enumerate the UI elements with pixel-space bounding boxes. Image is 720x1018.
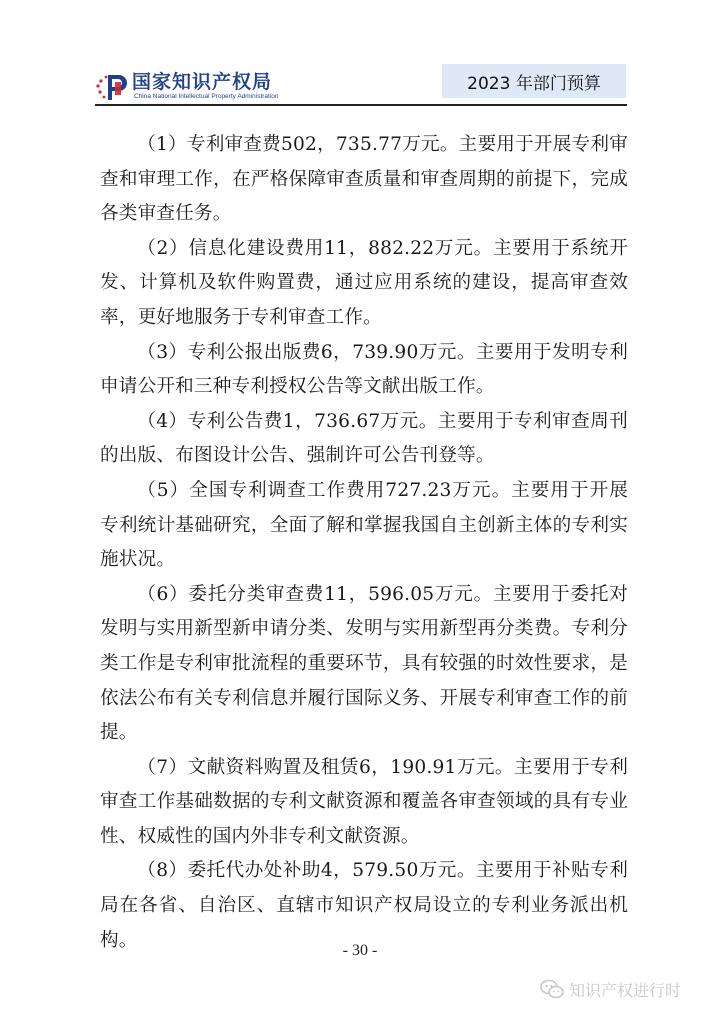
org-name-en: China National Intellectual Property Administration xyxy=(134,93,279,100)
paragraph: （3）专利公报出版费6，739.90万元。主要用于发明专利申请公开和三种专利授权公告等文献出版工作。 xyxy=(100,341,628,398)
paragraph: （6）委托分类审查费11，596.05万元。主要用于委托对发明与实用新型新申请分类、发明与实用新型再分类费。专利分类工作是专利审批流程的重要环节，具有较强的时效性要求，是依法公布有关专利信息并履行国际义务、开展专利审查工作的前提。 xyxy=(100,583,628,744)
paragraph: （4）专利公告费1，736.67万元。主要用于专利审查周刊的出版、布图设计公告、强制许可公告刊登等。 xyxy=(100,410,628,467)
paragraph: （5）全国专利调查工作费用727.23万元。主要用于开展专利统计基础研究，全面了解和掌握我国自主创新主体的专利实施状况。 xyxy=(100,479,628,571)
org-name-cn: 国家知识产权局 xyxy=(132,71,273,93)
cnipa-logo-icon xyxy=(95,72,127,102)
watermark-text: 知识产权进行时 xyxy=(569,980,682,1000)
page-number: - 30 - xyxy=(342,942,378,959)
wechat-icon xyxy=(540,978,564,1000)
paragraph: （2）信息化建设费用11，882.22万元。主要用于系统开发、计算机及软件购置费，通过应用系统的建设，提高审查效率，更好地服务于专利审查工作。 xyxy=(100,237,628,328)
doc-badge: 2023 年部门预算 xyxy=(442,64,626,98)
paragraph: （7）文献资料购置及租赁6，190.91万元。主要用于专利审查工作基础数据的专利文献资源和覆盖各审查领域的具有专业性、权威性的国内外非专利文献资源。 xyxy=(100,756,628,847)
paragraph: （8）委托代办处补助4，579.50万元。主要用于补贴专利局在各省、自治区、直辖市知识产权局设立的专利业务派出机构。 xyxy=(100,860,628,951)
paragraph: （1）专利审查费502，735.77万元。主要用于开展专利审查和审理工作，在严格保障审查质量和审查周期的前提下，完成各类审查任务。 xyxy=(100,134,628,225)
body-text xyxy=(100,128,628,958)
header-divider xyxy=(95,104,627,106)
page-header xyxy=(0,0,720,110)
watermark xyxy=(540,976,681,1002)
